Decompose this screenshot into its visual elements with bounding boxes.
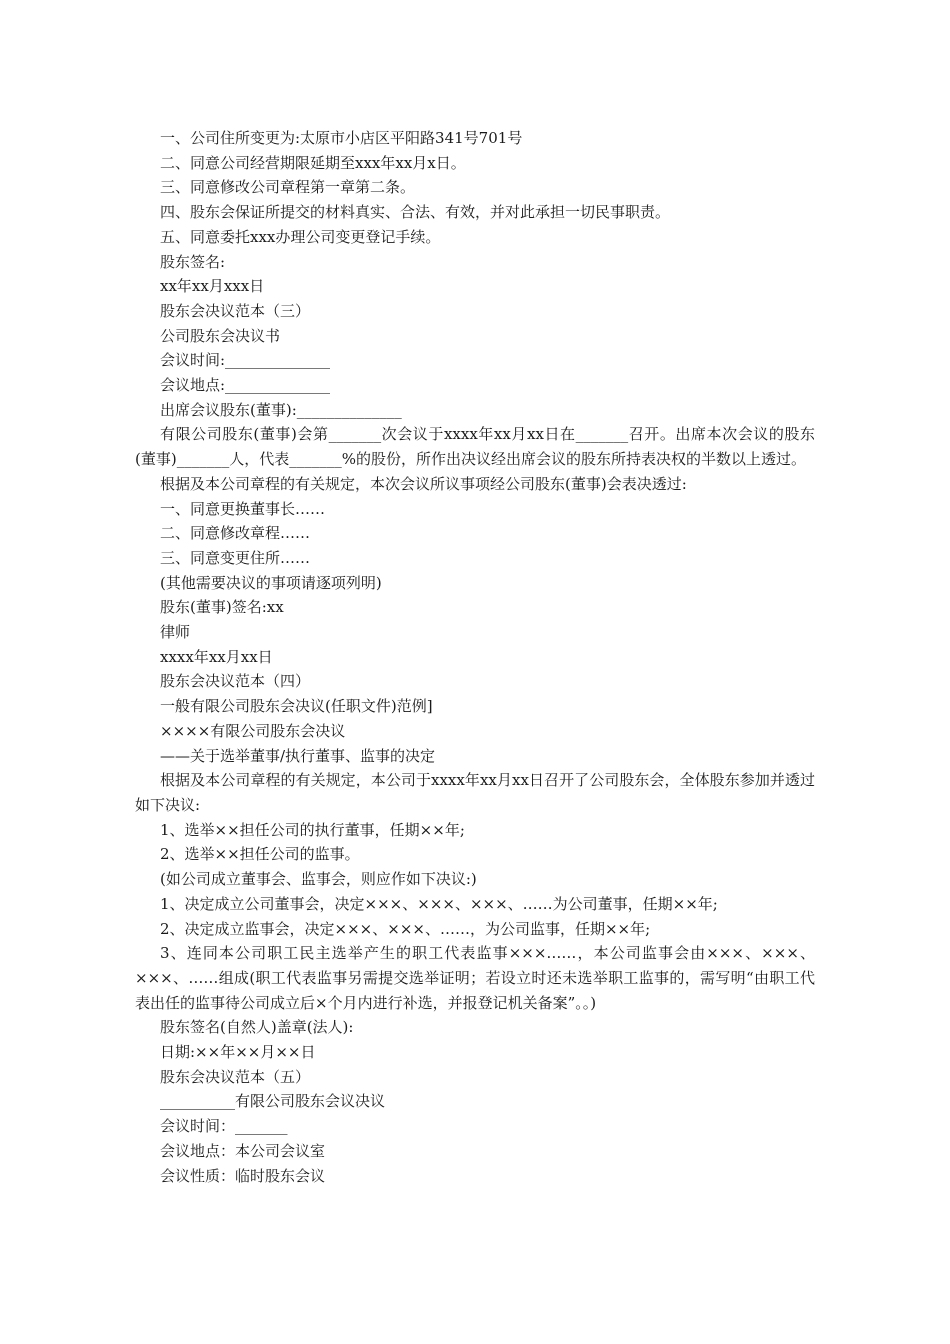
- document-line: 律师: [160, 623, 191, 642]
- document-line: 二、同意公司经营期限延期至xxx年xx月x日。: [160, 153, 466, 172]
- document-line: 一、同意更换董事长……: [160, 499, 326, 518]
- document-line: 股东会决议范本（四）: [160, 672, 311, 691]
- document-paragraph: 3、连同本公司职工民主选举产生的职工代表监事×××……，本公司监事会由×××、×××、×××、……组成(职工代表监事另需提交选举证明；若设立时还未选举职工监事的，需写明“由职工代表出任的监事待公司成立后×个月内进行补选，并报登记机关备案”。。): [135, 944, 815, 1012]
- document-line: 2、选举××担任公司的监事。: [160, 845, 360, 864]
- document-line: 公司股东会决议书: [160, 326, 281, 345]
- document-line: 股东签名:: [160, 252, 226, 271]
- document-line: 出席会议股东(董事):______________: [160, 400, 402, 419]
- document-line: 日期:××年××月××日: [160, 1043, 316, 1062]
- document-line: 五、同意委托xxx办理公司变更登记手续。: [160, 227, 441, 246]
- document-line: 2、决定成立监事会，决定×××、×××、……，为公司监事，任期××年;: [160, 919, 651, 938]
- document-line: 二、同意修改章程……: [160, 524, 311, 543]
- document-line: 三、同意修改公司章程第一章第二条。: [160, 178, 416, 197]
- document-line: ——关于选举董事/执行董事、监事的决定: [160, 746, 436, 765]
- document-paragraph: 有限公司股东(董事)会第_______次会议于xxxx年xx月xx日在_______召开。出席本次会议的股东(董事)_______人，代表_______%的股份，所作出决议经出席会议的股东所持表决权的半数以上透过。: [135, 425, 815, 469]
- document-line: 会议时间：_______: [160, 1117, 288, 1136]
- document-line: 1、选举××担任公司的执行董事，任期××年;: [160, 820, 465, 839]
- document-line: ××××有限公司股东会决议: [160, 721, 346, 740]
- document-line: 股东签名(自然人)盖章(法人):: [160, 1018, 354, 1037]
- document-line: 股东会决议范本（五）: [160, 1067, 311, 1086]
- document-line: xxxx年xx月xx日: [160, 647, 273, 666]
- document-line: 股东(董事)签名:xx: [160, 598, 284, 617]
- document-paragraph: 根据及本公司章程的有关规定，本公司于xxxx年xx月xx日召开了公司股东会，全体股东参加并透过如下决议:: [135, 771, 815, 814]
- document-line: (其他需要决议的事项请逐项列明): [160, 573, 382, 592]
- document-line: 四、股东会保证所提交的材料真实、合法、有效，并对此承担一切民事职责。: [160, 203, 671, 222]
- document-line: 会议时间:______________: [160, 351, 331, 370]
- document-line: 一、公司住所变更为:太原市小店区平阳路341号701号: [160, 129, 523, 147]
- document-line: 根据及本公司章程的有关规定，本次会议所议事项经公司股东(董事)会表决透过:: [160, 474, 687, 493]
- document-line: 三、同意变更住所……: [160, 548, 311, 567]
- document-body: [135, 126, 815, 1188]
- document-line: xx年xx月xxx日: [160, 277, 265, 296]
- document-line: 1、决定成立公司董事会，决定×××、×××、×××、……为公司董事，任期××年;: [160, 894, 718, 913]
- document-line: (如公司成立董事会、监事会，则应作如下决议:): [160, 870, 477, 889]
- document-line: __________有限公司股东会议决议: [160, 1092, 386, 1111]
- document-line: 会议地点：本公司会议室: [160, 1141, 326, 1160]
- document-line: 会议性质：临时股东会议: [160, 1166, 326, 1185]
- document-line: 一般有限公司股东会决议(任职文件)范例]: [160, 697, 433, 716]
- document-line: 股东会决议范本（三）: [160, 301, 311, 320]
- document-line: 会议地点:______________: [160, 376, 331, 395]
